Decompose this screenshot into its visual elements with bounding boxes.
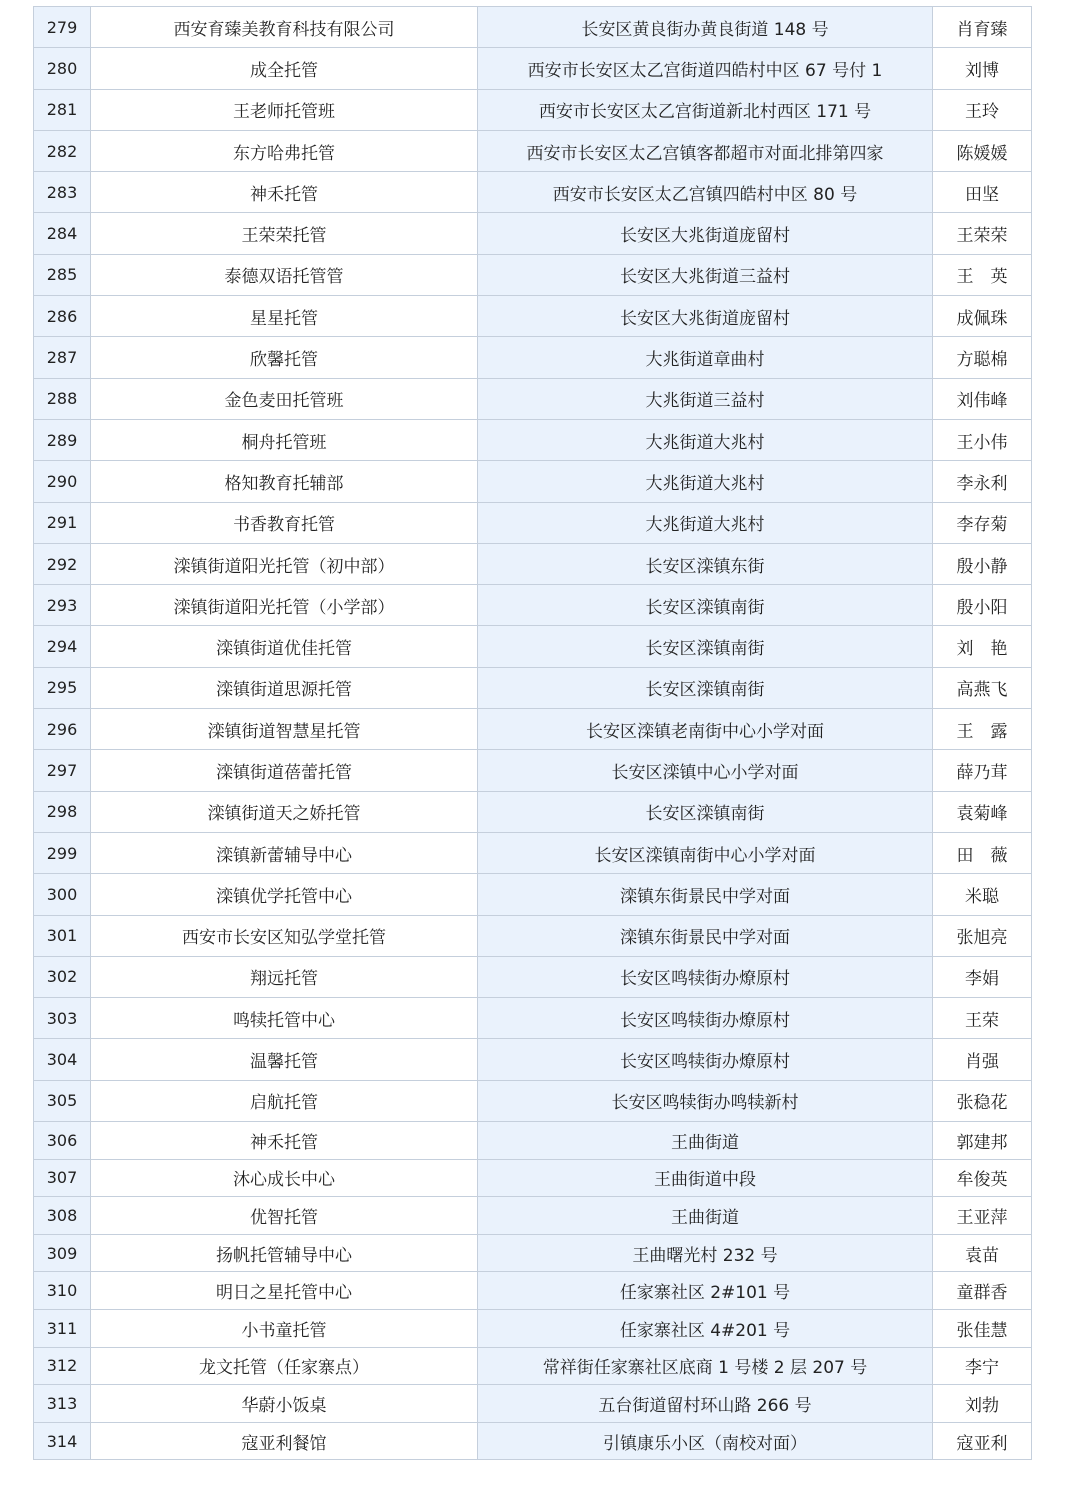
institution-name-cell: 滦镇优学托管中心 (91, 874, 478, 915)
institution-name-cell: 神禾托管 (91, 1122, 478, 1160)
address-cell: 任家寨社区 2#101 号 (478, 1272, 933, 1310)
contact-person-cell: 陈媛媛 (933, 130, 1032, 171)
row-number-cell: 284 (34, 213, 91, 254)
table-row (34, 956, 1032, 997)
institution-name-cell: 启航托管 (91, 1080, 478, 1121)
contact-person-cell: 王荣 (933, 998, 1032, 1039)
table-row (34, 7, 1032, 48)
contact-person-cell: 王亚萍 (933, 1197, 1032, 1235)
institution-name-cell: 华蔚小饭桌 (91, 1385, 478, 1423)
contact-person-cell: 田 薇 (933, 832, 1032, 873)
table-row (34, 998, 1032, 1039)
address-cell: 长安区滦镇南街中心小学对面 (478, 832, 933, 873)
address-cell: 五台街道留村环山路 266 号 (478, 1385, 933, 1423)
institution-table (33, 6, 1032, 1460)
address-cell: 滦镇东街景民中学对面 (478, 874, 933, 915)
table-row (34, 626, 1032, 667)
row-number-cell: 312 (34, 1347, 91, 1385)
institution-name-cell: 滦镇街道阳光托管（初中部） (91, 543, 478, 584)
row-number-cell: 306 (34, 1122, 91, 1160)
institution-name-cell: 格知教育托辅部 (91, 461, 478, 502)
contact-person-cell: 袁菊峰 (933, 791, 1032, 832)
address-cell: 西安市长安区太乙宫镇四皓村中区 80 号 (478, 172, 933, 213)
address-cell: 长安区滦镇南街 (478, 626, 933, 667)
table-row (34, 48, 1032, 89)
table-row (34, 1385, 1032, 1423)
contact-person-cell: 刘伟峰 (933, 378, 1032, 419)
contact-person-cell: 李宁 (933, 1347, 1032, 1385)
table-row (34, 915, 1032, 956)
address-cell: 西安市长安区太乙宫街道四皓村中区 67 号付 1 (478, 48, 933, 89)
address-cell: 长安区滦镇南街 (478, 667, 933, 708)
row-number-cell: 304 (34, 1039, 91, 1080)
address-cell: 长安区鸣犊街办燎原村 (478, 1039, 933, 1080)
table-row (34, 1080, 1032, 1121)
table-row (34, 791, 1032, 832)
table-row (34, 337, 1032, 378)
institution-name-cell: 沐心成长中心 (91, 1159, 478, 1197)
contact-person-cell: 米聪 (933, 874, 1032, 915)
contact-person-cell: 成佩珠 (933, 296, 1032, 337)
row-number-cell: 297 (34, 750, 91, 791)
institution-name-cell: 金色麦田托管班 (91, 378, 478, 419)
table-row (34, 543, 1032, 584)
address-cell: 长安区鸣犊街办鸣犊新村 (478, 1080, 933, 1121)
contact-person-cell: 李永利 (933, 461, 1032, 502)
contact-person-cell: 殷小阳 (933, 585, 1032, 626)
address-cell: 长安区鸣犊街办燎原村 (478, 956, 933, 997)
row-number-cell: 290 (34, 461, 91, 502)
address-cell: 长安区滦镇老南街中心小学对面 (478, 709, 933, 750)
address-cell: 大兆街道大兆村 (478, 419, 933, 460)
institution-name-cell: 优智托管 (91, 1197, 478, 1235)
row-number-cell: 291 (34, 502, 91, 543)
table-row (34, 667, 1032, 708)
address-cell: 大兆街道大兆村 (478, 502, 933, 543)
contact-person-cell: 袁苗 (933, 1234, 1032, 1272)
row-number-cell: 280 (34, 48, 91, 89)
row-number-cell: 299 (34, 832, 91, 873)
institution-name-cell: 泰德双语托管管 (91, 254, 478, 295)
row-number-cell: 302 (34, 956, 91, 997)
table-row (34, 1234, 1032, 1272)
row-number-cell: 295 (34, 667, 91, 708)
row-number-cell: 294 (34, 626, 91, 667)
address-cell: 长安区黄良街办黄良街道 148 号 (478, 7, 933, 48)
address-cell: 王曲街道中段 (478, 1159, 933, 1197)
table-row (34, 1347, 1032, 1385)
address-cell: 长安区大兆街道三益村 (478, 254, 933, 295)
address-cell: 王曲街道 (478, 1122, 933, 1160)
table-row (34, 89, 1032, 130)
address-cell: 长安区大兆街道庞留村 (478, 296, 933, 337)
row-number-cell: 311 (34, 1309, 91, 1347)
institution-name-cell: 桐舟托管班 (91, 419, 478, 460)
table-row (34, 1159, 1032, 1197)
institution-name-cell: 鸣犊托管中心 (91, 998, 478, 1039)
institution-name-cell: 王老师托管班 (91, 89, 478, 130)
row-number-cell: 279 (34, 7, 91, 48)
table-row (34, 709, 1032, 750)
table-row (34, 296, 1032, 337)
institution-name-cell: 星星托管 (91, 296, 478, 337)
row-number-cell: 314 (34, 1422, 91, 1460)
institution-name-cell: 神禾托管 (91, 172, 478, 213)
table-row (34, 585, 1032, 626)
row-number-cell: 282 (34, 130, 91, 171)
address-cell: 长安区鸣犊街办燎原村 (478, 998, 933, 1039)
contact-person-cell: 童群香 (933, 1272, 1032, 1310)
contact-person-cell: 殷小静 (933, 543, 1032, 584)
contact-person-cell: 张佳慧 (933, 1309, 1032, 1347)
row-number-cell: 309 (34, 1234, 91, 1272)
institution-name-cell: 滦镇街道智慧星托管 (91, 709, 478, 750)
table-row (34, 130, 1032, 171)
row-number-cell: 281 (34, 89, 91, 130)
row-number-cell: 301 (34, 915, 91, 956)
address-cell: 长安区大兆街道庞留村 (478, 213, 933, 254)
table-row (34, 832, 1032, 873)
row-number-cell: 303 (34, 998, 91, 1039)
contact-person-cell: 张稳花 (933, 1080, 1032, 1121)
contact-person-cell: 牟俊英 (933, 1159, 1032, 1197)
row-number-cell: 293 (34, 585, 91, 626)
row-number-cell: 289 (34, 419, 91, 460)
contact-person-cell: 肖强 (933, 1039, 1032, 1080)
institution-name-cell: 滦镇街道天之娇托管 (91, 791, 478, 832)
address-cell: 大兆街道三益村 (478, 378, 933, 419)
contact-person-cell: 肖育臻 (933, 7, 1032, 48)
contact-person-cell: 王小伟 (933, 419, 1032, 460)
institution-name-cell: 成全托管 (91, 48, 478, 89)
contact-person-cell: 王荣荣 (933, 213, 1032, 254)
table-body (34, 7, 1032, 1460)
institution-name-cell: 扬帆托管辅导中心 (91, 1234, 478, 1272)
address-cell: 王曲曙光村 232 号 (478, 1234, 933, 1272)
address-cell: 西安市长安区太乙宫街道新北村西区 171 号 (478, 89, 933, 130)
institution-name-cell: 龙文托管（任家寨点） (91, 1347, 478, 1385)
address-cell: 长安区滦镇南街 (478, 585, 933, 626)
contact-person-cell: 刘博 (933, 48, 1032, 89)
institution-name-cell: 西安市长安区知弘学堂托管 (91, 915, 478, 956)
address-cell: 大兆街道大兆村 (478, 461, 933, 502)
institution-name-cell: 翔远托管 (91, 956, 478, 997)
contact-person-cell: 李存菊 (933, 502, 1032, 543)
row-number-cell: 305 (34, 1080, 91, 1121)
row-number-cell: 287 (34, 337, 91, 378)
institution-name-cell: 温馨托管 (91, 1039, 478, 1080)
institution-name-cell: 滦镇街道阳光托管（小学部） (91, 585, 478, 626)
row-number-cell: 307 (34, 1159, 91, 1197)
address-cell: 引镇康乐小区（南校对面） (478, 1422, 933, 1460)
institution-name-cell: 明日之星托管中心 (91, 1272, 478, 1310)
address-cell: 长安区滦镇东街 (478, 543, 933, 584)
row-number-cell: 298 (34, 791, 91, 832)
table-row (34, 1122, 1032, 1160)
row-number-cell: 296 (34, 709, 91, 750)
contact-person-cell: 王 英 (933, 254, 1032, 295)
contact-person-cell: 方聪棉 (933, 337, 1032, 378)
contact-person-cell: 高燕飞 (933, 667, 1032, 708)
institution-name-cell: 小书童托管 (91, 1309, 478, 1347)
table-row (34, 1309, 1032, 1347)
row-number-cell: 283 (34, 172, 91, 213)
table-row (34, 461, 1032, 502)
institution-name-cell: 滦镇新蕾辅导中心 (91, 832, 478, 873)
contact-person-cell: 王 露 (933, 709, 1032, 750)
table-row (34, 502, 1032, 543)
row-number-cell: 288 (34, 378, 91, 419)
address-cell: 常祥街任家寨社区底商 1 号楼 2 层 207 号 (478, 1347, 933, 1385)
contact-person-cell: 李娟 (933, 956, 1032, 997)
institution-name-cell: 王荣荣托管 (91, 213, 478, 254)
row-number-cell: 313 (34, 1385, 91, 1423)
address-cell: 长安区滦镇中心小学对面 (478, 750, 933, 791)
address-cell: 任家寨社区 4#201 号 (478, 1309, 933, 1347)
row-number-cell: 308 (34, 1197, 91, 1235)
institution-name-cell: 滦镇街道思源托管 (91, 667, 478, 708)
institution-name-cell: 东方哈弗托管 (91, 130, 478, 171)
contact-person-cell: 王玲 (933, 89, 1032, 130)
institution-name-cell: 书香教育托管 (91, 502, 478, 543)
row-number-cell: 286 (34, 296, 91, 337)
contact-person-cell: 刘勃 (933, 1385, 1032, 1423)
table-row (34, 213, 1032, 254)
address-cell: 西安市长安区太乙宫镇客都超市对面北排第四家 (478, 130, 933, 171)
table-row (34, 172, 1032, 213)
table-row (34, 378, 1032, 419)
contact-person-cell: 寇亚利 (933, 1422, 1032, 1460)
row-number-cell: 310 (34, 1272, 91, 1310)
contact-person-cell: 张旭亮 (933, 915, 1032, 956)
institution-table-container (33, 6, 1031, 1460)
table-row (34, 1197, 1032, 1235)
table-row (34, 874, 1032, 915)
address-cell: 滦镇东街景民中学对面 (478, 915, 933, 956)
table-row (34, 1272, 1032, 1310)
contact-person-cell: 薛乃茸 (933, 750, 1032, 791)
row-number-cell: 285 (34, 254, 91, 295)
table-row (34, 254, 1032, 295)
institution-name-cell: 滦镇街道优佳托管 (91, 626, 478, 667)
table-row (34, 1422, 1032, 1460)
contact-person-cell: 刘 艳 (933, 626, 1032, 667)
address-cell: 大兆街道章曲村 (478, 337, 933, 378)
address-cell: 王曲街道 (478, 1197, 933, 1235)
address-cell: 长安区滦镇南街 (478, 791, 933, 832)
institution-name-cell: 西安育臻美教育科技有限公司 (91, 7, 478, 48)
table-row (34, 1039, 1032, 1080)
table-row (34, 750, 1032, 791)
row-number-cell: 292 (34, 543, 91, 584)
contact-person-cell: 郭建邦 (933, 1122, 1032, 1160)
institution-name-cell: 寇亚利餐馆 (91, 1422, 478, 1460)
institution-name-cell: 欣馨托管 (91, 337, 478, 378)
row-number-cell: 300 (34, 874, 91, 915)
table-row (34, 419, 1032, 460)
institution-name-cell: 滦镇街道蓓蕾托管 (91, 750, 478, 791)
contact-person-cell: 田坚 (933, 172, 1032, 213)
